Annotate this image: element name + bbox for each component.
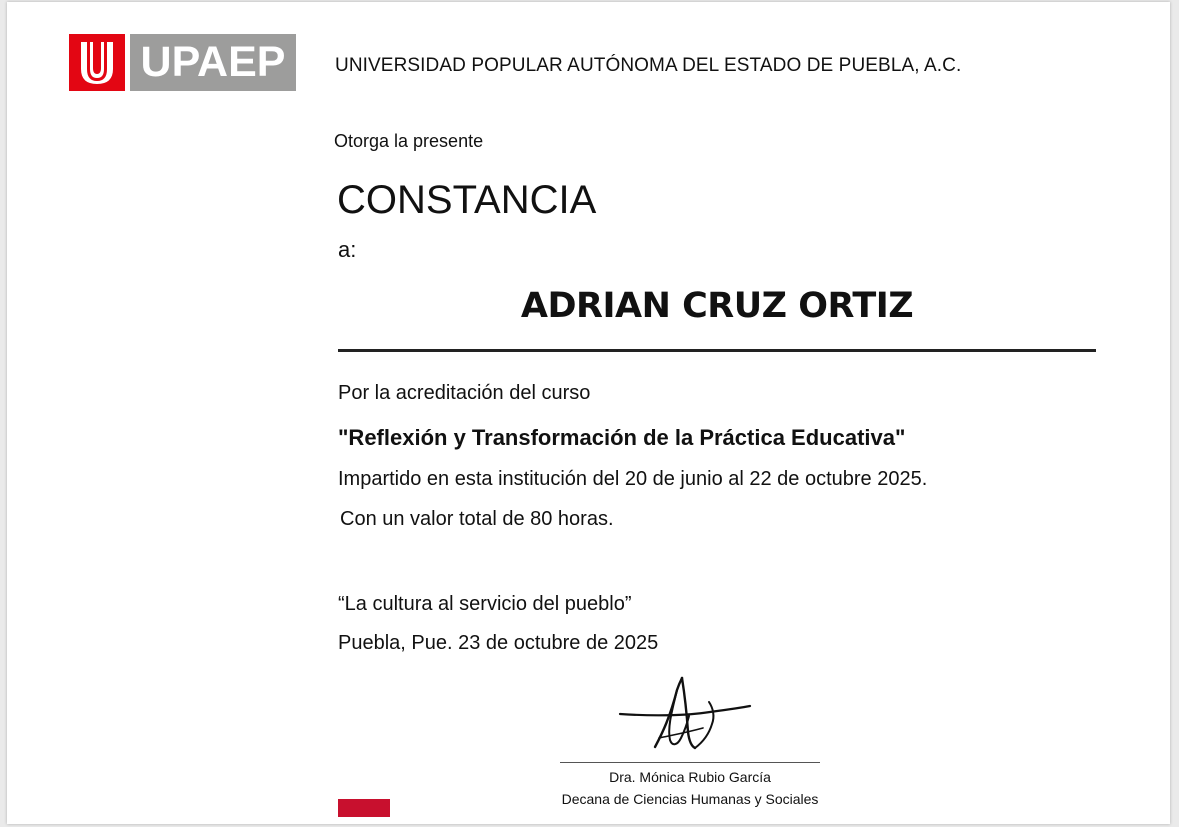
signer-position: Decana de Ciencias Humanas y Sociales	[561, 791, 819, 807]
logo-u-mark	[69, 34, 125, 91]
accreditation-text: Por la acreditación del curso	[338, 382, 591, 404]
logo-u-icon	[69, 34, 125, 91]
upaep-logo	[69, 34, 296, 91]
handwritten-signature	[615, 672, 765, 762]
recipient-underline	[338, 349, 1096, 352]
course-hours: Con un valor total de 80 horas.	[340, 508, 614, 530]
motto: “La cultura al servicio del pueblo”	[338, 593, 632, 615]
intro-text: Otorga la presente	[334, 131, 484, 151]
course-title: "Reflexión y Transformación de la Práctica Educativa"	[338, 425, 906, 450]
document-title: CONSTANCIA	[337, 178, 597, 222]
footer-red-bar	[338, 799, 390, 817]
signer-name: Dra. Mónica Rubio García	[609, 769, 771, 785]
to-label: a:	[338, 237, 357, 262]
certificate-page	[7, 2, 1170, 824]
signature-line	[560, 762, 820, 763]
place-date: Puebla, Pue. 23 de octubre de 2025	[338, 632, 659, 654]
logo-wordmark: UPAEP	[130, 34, 296, 91]
university-name: UNIVERSIDAD POPULAR AUTÓNOMA DEL ESTADO DE PUEBLA, A.C.	[335, 55, 962, 76]
course-dates: Impartido en esta institución del 20 de junio al 22 de octubre 2025.	[338, 468, 928, 490]
recipient-name: ADRIAN CRUZ ORTIZ	[520, 286, 914, 326]
